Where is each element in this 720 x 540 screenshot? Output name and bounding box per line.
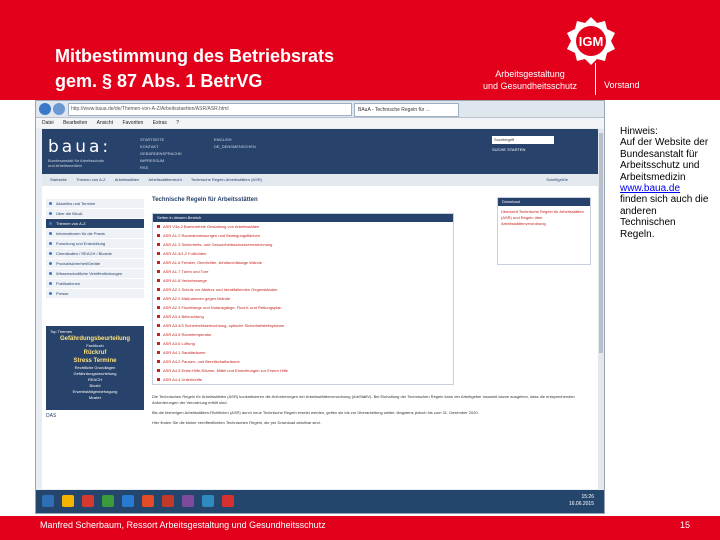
menu-item[interactable]: Ansicht [96, 120, 114, 126]
nav-item[interactable]: Forschung und Entwicklung [46, 239, 144, 248]
das-link[interactable]: DAS [46, 413, 57, 419]
theme-line: Gefährdungsbeurteilung [59, 336, 130, 342]
menu-item[interactable]: Extras [152, 120, 167, 126]
site-header [42, 129, 598, 174]
menu-item[interactable]: Bearbeiten [63, 120, 88, 126]
asr-link[interactable]: ASR A1.3 Sicherheits- und Gesundheitsschutzkennzeichnung [153, 240, 453, 249]
header-divider [595, 63, 596, 95]
menu-item[interactable]: Datei [42, 120, 54, 126]
breadcrumb-item[interactable]: Arbeitsstätten [114, 177, 140, 182]
baua-logo-subtitle: Bundesanstalt für Arbeitsschutz und Arbeitsmedizin [48, 158, 105, 168]
vorstand-label: Vorstand [604, 80, 640, 90]
asr-link[interactable]: ASR A4.1 Sanitärräume [153, 348, 453, 357]
department-line-2: und Gesundheitsschutz [482, 81, 578, 91]
body-paragraph: Die Technischen Regeln für Arbeitsstätten (ASR) konkretisieren die Anforderungen der Arbeitsstättenverordnung (ArbStättV). Bei Einhaltung der Technischen Regeln kann der Arbeitgeber insoweit davon ausgehen, dass die entsprechenden Anforderungen der Verordnung erfüllt sind. [152, 394, 575, 405]
hint-heading: Hinweis: [620, 126, 658, 137]
download-box-title: Download [498, 198, 590, 206]
nav-item[interactable]: Publikationen [46, 279, 144, 288]
page-number: 15 [680, 520, 691, 530]
asr-link[interactable]: ASR A1.8 Verkehrswege [153, 276, 453, 285]
theme-line: Stress Termine [73, 358, 117, 364]
nav-item[interactable]: Informationen für die Praxis [46, 229, 144, 238]
theme-line: Biozid [89, 383, 101, 388]
body-text [152, 394, 592, 430]
nav-item-active[interactable]: Themen von A-Z [46, 219, 144, 228]
clock-date: 16.06.2015 [568, 501, 594, 507]
theme-line: Rechtliche Grundlagen [74, 365, 116, 370]
clock-time: 15:26 [581, 494, 594, 500]
slide-title [55, 44, 415, 94]
asr-link[interactable]: ASR A3.4/3 Sicherheitsbeleuchtung, optische Sicherheitsleitsysteme [153, 321, 453, 330]
breadcrumb [42, 174, 598, 186]
asr-link[interactable]: ASR A2.3 Fluchtwege und Notausgänge, Flucht- und Rettungsplan [153, 303, 453, 312]
nav-item[interactable]: Über die BAuA [46, 209, 144, 218]
asr-link[interactable]: ASR A2.2 Maßnahmen gegen Brände [153, 294, 453, 303]
header-link[interactable]: ENGLISH [214, 137, 232, 142]
url-field[interactable]: http://www.baua.de/de/Themen-von-A-Z/Arbeitsstaetten/ASR/ASR.html [68, 103, 352, 116]
body-paragraph: Hier finden Sie die bisher veröffentlichten Technischen Regeln, die per Download abrufbar sind. [152, 420, 321, 425]
taskbar-app-icon[interactable] [102, 495, 114, 507]
header-link[interactable]: STARTSEITE [140, 137, 165, 142]
menu-item[interactable]: ? [176, 120, 180, 126]
scrollbar-thumb[interactable] [599, 133, 603, 353]
windows-taskbar [36, 490, 604, 513]
nav-item[interactable]: Produktsicherheit/Geräte [46, 259, 144, 268]
taskbar-app-icon[interactable] [122, 495, 134, 507]
baua-website [42, 129, 598, 489]
slide-title-line-2: gem. § 87 Abs. 1 BetrVG [55, 71, 263, 91]
page-title: Technische Regeln für Arbeitsstätten [152, 197, 258, 203]
theme-line: Rückruf [83, 350, 107, 356]
department-line-1: Arbeitsgestaltung [495, 69, 565, 79]
asr-list-heading: Seiten in diesem Bereich [153, 214, 453, 222]
header-link[interactable]: IMPRESSUM [140, 158, 165, 163]
asr-list-box [152, 213, 454, 385]
nav-item[interactable]: Wissenschaftliche Veröffentlichungen [46, 269, 144, 278]
font-size-control[interactable]: Schriftgröße [546, 177, 568, 182]
theme-line: Erwerbstätigenbefragung [72, 389, 118, 394]
hint-continuation: finden sich auch die anderen Technischen Regeln. [620, 194, 709, 240]
taskbar-app-icon[interactable] [222, 495, 234, 507]
breadcrumb-item[interactable]: Themen von A-Z [76, 177, 106, 182]
taskbar-app-icon[interactable] [202, 495, 214, 507]
start-button-icon[interactable] [42, 495, 54, 507]
header-links-secondary [214, 136, 256, 150]
search-button[interactable]: SUCHE STARTEN [492, 147, 526, 152]
nav-item[interactable]: Presse [46, 289, 144, 298]
asr-link[interactable]: ASR A3.6 Lüftung [153, 339, 453, 348]
nav-item[interactable]: Chemikalien / REACH / Biozide [46, 249, 144, 258]
download-box [497, 197, 591, 265]
asr-link[interactable]: ASR A4.2 Pausen- und Bereitschaftsräume [153, 357, 453, 366]
download-link[interactable]: Übersicht Technische Regeln für Arbeitsstätten (ASR) und Regeln über Arbeitsstättenverordnung [501, 209, 584, 226]
body-paragraph: Bis die bisherigen Arbeitsstätten-Richtlinien (ASR) durch neue Technische Regeln ersetzt werden, gelten sie bis zur Überarbeitung weiter, längstens jedoch bis zum 31. Dezember 2020. [152, 410, 479, 415]
department-label [470, 68, 590, 92]
theme-line: Muster [88, 395, 102, 400]
hint-body: Auf der Website der Bundesanstalt für Arbeitsschutz und Arbeitsmedizin [620, 137, 709, 183]
asr-link[interactable]: ASR A1.7 Türen und Tore [153, 267, 453, 276]
asr-link[interactable]: ASR A1.5/1,2 Fußböden [153, 249, 453, 258]
search-input[interactable]: Suchbegriff [492, 136, 554, 144]
asr-link[interactable]: ASR A2.1 Schutz vor Absturz und herabfallenden Gegenständen [153, 285, 453, 294]
forward-icon[interactable] [53, 103, 65, 115]
header-link[interactable]: RSS [140, 165, 149, 170]
theme-line: Gefährdungsbeurteilung [73, 371, 117, 376]
asr-link[interactable]: ASR V3a.2 Barrierefreie Gestaltung von Arbeitsstätten [153, 222, 453, 231]
footer-author: Manfred Scherbaum, Ressort Arbeitsgestaltung und Gesundheitsschutz [40, 520, 326, 530]
address-bar [36, 101, 604, 118]
nav-item[interactable]: Aktuelles und Termine [46, 199, 144, 208]
asr-link[interactable]: ASR A1.6 Fenster, Oberlichter, lichtdurchlässige Wände [153, 258, 453, 267]
site-left-navigation [46, 199, 144, 299]
header-link[interactable]: GEBÄRDENSPRACHE [140, 151, 182, 156]
baua-logo[interactable]: baua: [48, 137, 112, 157]
asr-link[interactable]: ASR A4.4 Unterkünfte [153, 375, 453, 384]
browser-screenshot [35, 100, 605, 514]
asr-link[interactable]: ASR A3.5 Raumtemperatur [153, 330, 453, 339]
header-link[interactable]: DE_DENSMENSCHEN [214, 144, 256, 149]
header-links [140, 136, 182, 171]
theme-line: Fachbuch [86, 343, 104, 348]
asr-link[interactable]: ASR A4.3 Erste-Hilfe-Räume, Mittel und Einrichtungen zur Ersten Hilfe [153, 366, 453, 375]
browser-menu-bar [36, 118, 604, 128]
hint-text [620, 126, 710, 240]
baua-website-link[interactable]: www.baua.de [620, 183, 681, 195]
header-link[interactable]: KONTAKT [140, 144, 159, 149]
asr-link[interactable]: ASR A3.4 Beleuchtung [153, 312, 453, 321]
theme-line: REACH [87, 377, 102, 382]
vertical-scrollbar[interactable] [598, 129, 604, 489]
menu-item[interactable]: Favoriten [122, 120, 144, 126]
taskbar-clock[interactable] [569, 494, 594, 508]
breadcrumb-item[interactable]: Technische Regeln Arbeitsstätten (ASR) [190, 177, 262, 182]
back-icon[interactable] [39, 103, 51, 115]
breadcrumb-item[interactable]: Startseite [50, 177, 67, 182]
svg-text:IGM: IGM [578, 34, 604, 49]
igmetall-logo-icon [566, 16, 616, 66]
taskbar-app-icon[interactable] [162, 495, 174, 507]
asr-link[interactable]: ASR A1.2 Raumabmessungen und Bewegungsflächen [153, 231, 453, 240]
taskbar-app-icon[interactable] [62, 495, 74, 507]
breadcrumb-item[interactable]: Arbeitsstättenrecht [148, 177, 182, 182]
taskbar-app-icon[interactable] [182, 495, 194, 507]
taskbar-app-icon[interactable] [142, 495, 154, 507]
top-themes-box[interactable] [46, 326, 144, 410]
browser-tab[interactable]: BAuA - Technische Regeln für ... [354, 103, 459, 117]
slide-title-line-1: Mitbestimmung des Betriebsrats [55, 46, 335, 66]
taskbar-app-icon[interactable] [82, 495, 94, 507]
top-themes-title: Top Themen [50, 329, 73, 334]
